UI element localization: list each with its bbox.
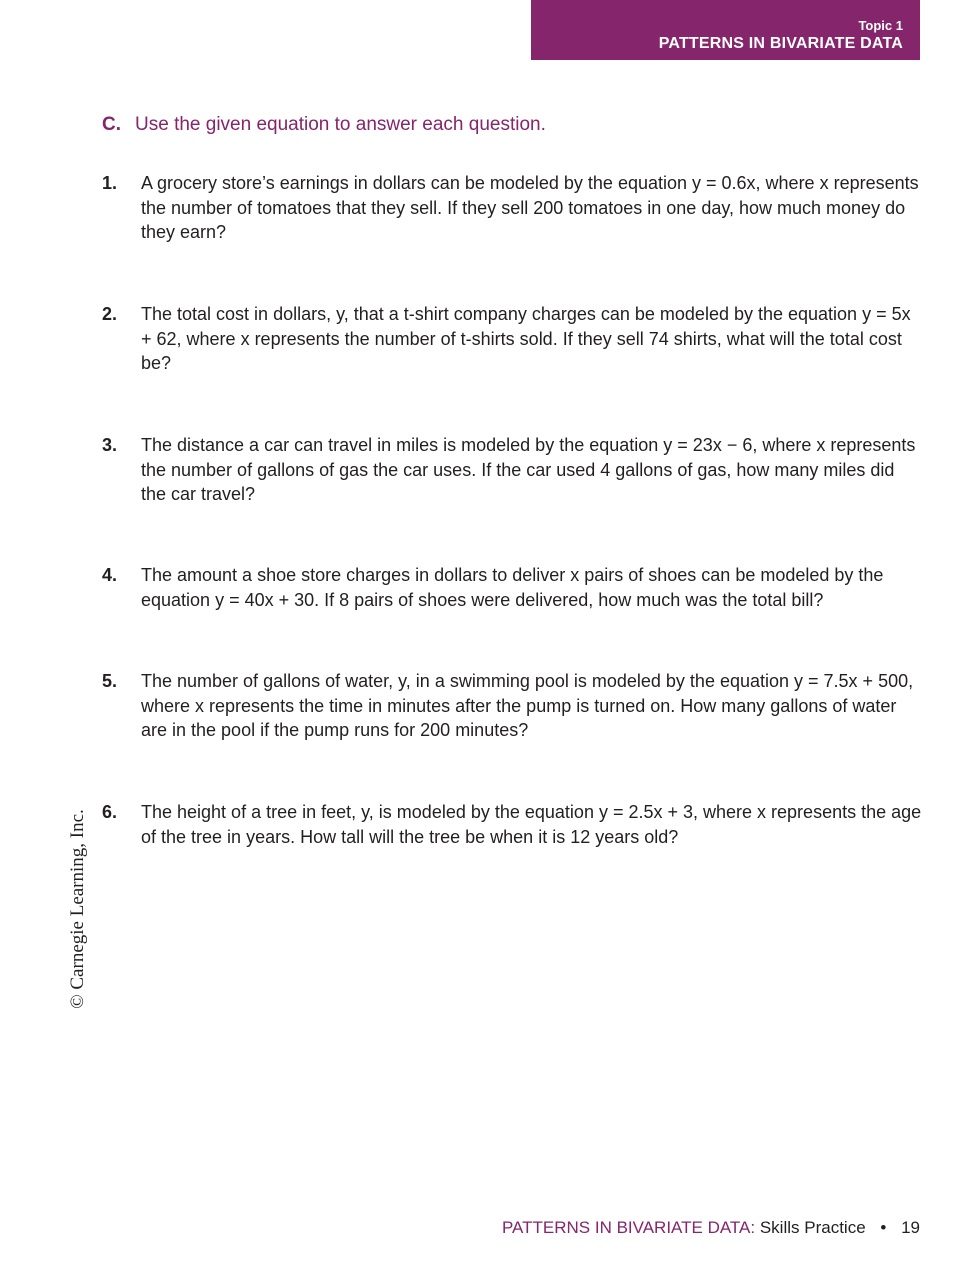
section-heading [102, 112, 546, 138]
section-letter: C. [102, 114, 121, 135]
problem-text: The amount a shoe store charges in dollars to deliver x pairs of shoes can be modeled by the equation y = 40x + 30. If 8 pairs of shoes were delivered, how much was the total bill? [141, 565, 884, 610]
page-footer [502, 1216, 920, 1240]
page-number: 19 [901, 1218, 920, 1237]
problem-text: The total cost in dollars, y, that a t-shirt company charges can be modeled by the equation y = 5x + 62, where x represents the number of t-shirts sold. If they sell 74 shirts, what will the total cost be? [141, 304, 911, 373]
problem-text: The height of a tree in feet, y, is modeled by the equation y = 2.5x + 3, where x represents the age of the tree in years. How tall will the tree be when it is 12 years old? [141, 802, 922, 847]
problem-number: 2. [102, 304, 118, 324]
problem-text: A grocery store’s earnings in dollars can be modeled by the equation y = 0.6x, where x represents the number of tomatoes that they sell. If they sell 200 tomatoes in one day, how much money do they earn? [141, 173, 919, 242]
section-instruction: Use the given equation to answer each question. [135, 114, 546, 135]
problem-number: 1. [102, 173, 118, 193]
problem-number: 6. [102, 802, 118, 822]
footer-separator: • [880, 1218, 887, 1237]
copyright-notice: © Carnegie Learning, Inc. [67, 809, 88, 1009]
problem-number: 4. [102, 565, 118, 585]
footer-section: Skills Practice [759, 1218, 866, 1237]
problem-number: 3. [102, 435, 118, 455]
footer-topic: PATTERNS IN BIVARIATE DATA: [501, 1218, 756, 1237]
problem-text: The distance a car can travel in miles is modeled by the equation y = 23x − 6, where x represents the number of gallons of gas the car uses. If the car used 4 gallons of gas, how many miles did the car travel? [141, 435, 916, 504]
topic-header-banner [531, 0, 920, 60]
topic-label: Topic 1 [858, 18, 903, 33]
topic-title: PATTERNS IN BIVARIATE DATA [658, 35, 903, 52]
problem-text: The number of gallons of water, y, in a swimming pool is modeled by the equation y = 7.5x + 500, where x represents the time in minutes after the pump is turned on. How many gallons of water are in the pool if the pump runs for 200 minutes? [141, 671, 914, 740]
problem-number: 5. [102, 671, 118, 691]
